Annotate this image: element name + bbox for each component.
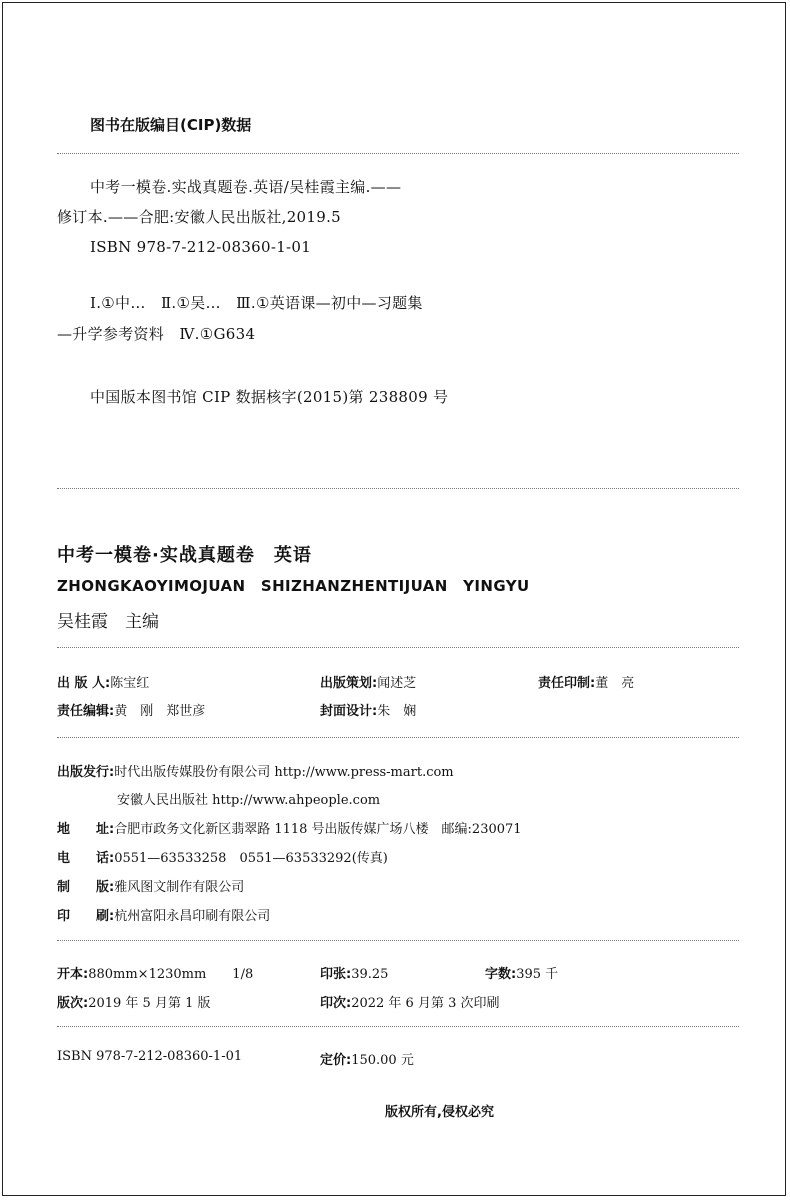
cover-design-label: 封面设计: (320, 704, 378, 719)
cip-isbn: ISBN 978-7-212-08360-1-01 (90, 238, 312, 256)
print-manager-name: 董 亮 (595, 676, 635, 691)
print-manager-label: 责任印制: (538, 676, 596, 691)
address-value: 合肥市政务文化新区翡翠路 1118 号出版传媒广场八楼 邮编:230071 (114, 822, 522, 837)
cip-line-1: 中考一模卷.实战真题卷.英语/吴桂霞主编.—— (90, 178, 402, 196)
distributor-1: 时代出版传媒股份有限公司 http://www.press-mart.com (114, 765, 454, 780)
publisher-label: 出 版 人: (57, 676, 111, 691)
edition-row (57, 992, 211, 1011)
printer-row (57, 905, 270, 924)
editors-label: 责任编辑: (57, 704, 115, 719)
sheets-label: 印张: (320, 967, 352, 982)
price-value: 150.00 元 (351, 1053, 414, 1068)
format-value: 880mm×1230mm 1/8 (88, 967, 254, 982)
editors-names: 黄 刚 郑世彦 (114, 704, 206, 719)
cover-design-name: 朱 娴 (377, 704, 417, 719)
book-title-pinyin: ZHONGKAOYIMOJUAN SHIZHANZHENTIJUAN YINGYU (57, 577, 530, 595)
edition-value: 2019 年 5 月第 1 版 (88, 996, 211, 1011)
cip-line-2: 修订本.——合肥:安徽人民出版社,2019.5 (57, 208, 341, 226)
distributor-label: 出版发行: (57, 765, 115, 780)
sheets-row (320, 963, 388, 982)
planner-label: 出版策划: (320, 676, 378, 691)
address-row (57, 818, 522, 837)
format-row (57, 963, 253, 982)
cip-classification-2: —升学参考资料 Ⅳ.①G634 (57, 325, 256, 343)
copyright-notice: 版权所有,侵权必究 (385, 1105, 494, 1120)
format-label: 开本: (57, 967, 89, 982)
printer-label: 印 刷: (57, 909, 115, 924)
cip-heading: 图书在版编目(CIP)数据 (90, 116, 252, 134)
divider (57, 647, 739, 648)
impression-row (320, 992, 500, 1011)
impression-label: 印次: (320, 996, 352, 1011)
price-label: 定价: (320, 1053, 352, 1068)
plate-making-row (57, 876, 244, 895)
printer-value: 杭州富阳永昌印刷有限公司 (114, 909, 271, 924)
plate-making-value: 雅风图文制作有限公司 (114, 880, 245, 895)
divider (57, 488, 739, 489)
editors-row (57, 700, 205, 719)
impression-value: 2022 年 6 月第 3 次印刷 (351, 996, 500, 1011)
divider (57, 737, 739, 738)
phone-row (57, 847, 388, 866)
address-label: 地 址: (57, 822, 115, 837)
print-manager-row (538, 672, 634, 691)
publisher-row (57, 672, 149, 691)
word-count-value: 395 千 (516, 967, 559, 982)
book-editor: 吴桂霞 主编 (57, 612, 159, 632)
divider (57, 940, 739, 941)
cip-classification-1: Ⅰ.①中… Ⅱ.①吴… Ⅲ.①英语课—初中—习题集 (90, 294, 423, 312)
word-count-row (485, 963, 558, 982)
phone-label: 电 话: (57, 851, 115, 866)
divider (57, 1026, 739, 1027)
cip-record-number: 中国版本图书馆 CIP 数据核字(2015)第 238809 号 (90, 388, 449, 406)
planner-row (320, 672, 416, 691)
phone-value: 0551—63533258 0551—63533292(传真) (114, 851, 388, 866)
footer-isbn: ISBN 978-7-212-08360-1-01 (57, 1049, 243, 1064)
publisher-name: 陈宝红 (110, 676, 150, 691)
plate-making-label: 制 版: (57, 880, 115, 895)
divider (57, 153, 739, 154)
sheets-value: 39.25 (351, 967, 389, 982)
distributor-row (57, 761, 454, 780)
book-title: 中考一模卷·实战真题卷 英语 (57, 545, 312, 566)
price-row (320, 1049, 414, 1068)
cover-design-row (320, 700, 416, 719)
edition-label: 版次: (57, 996, 89, 1011)
word-count-label: 字数: (485, 967, 517, 982)
planner-name: 闻述芝 (377, 676, 417, 691)
distributor-2: 安徽人民出版社 http://www.ahpeople.com (117, 793, 381, 808)
